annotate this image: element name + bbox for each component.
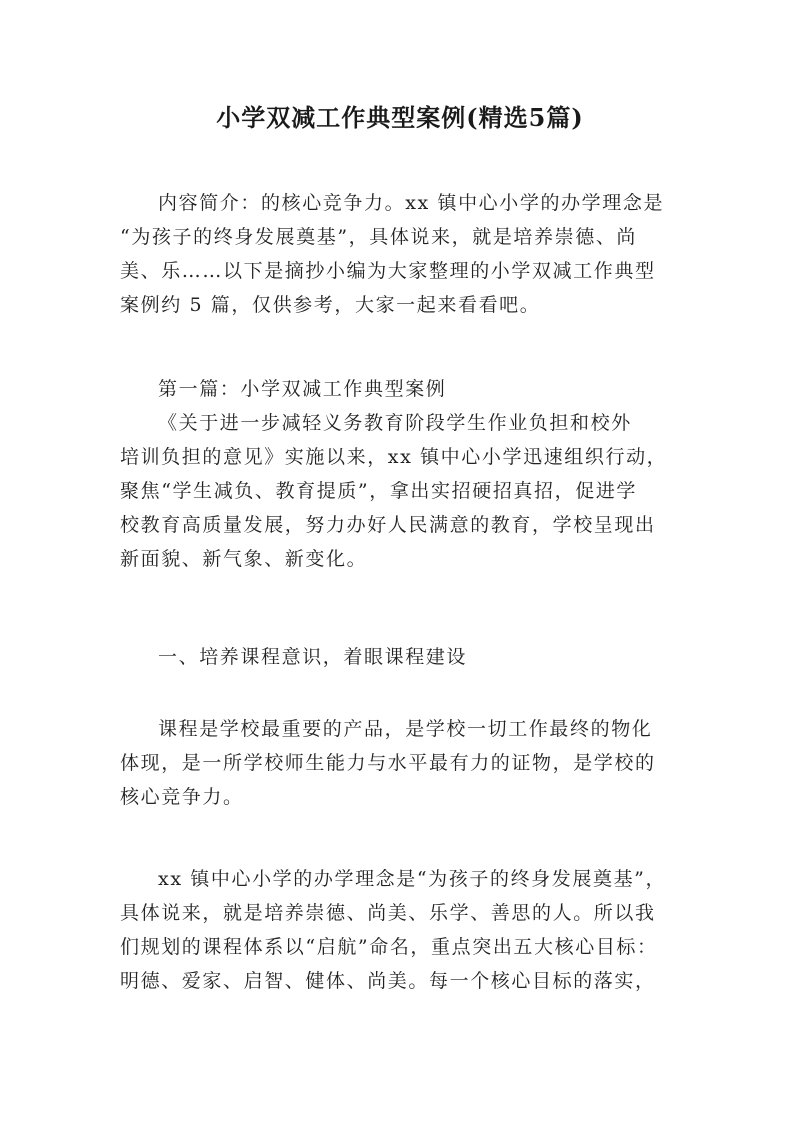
document-title: 小学双减工作典型案例(精选5篇) (216, 103, 584, 132)
intro-line: 《关于进一步减轻义务教育阶段学生作业负担和校外 (158, 412, 632, 434)
intro-line: 聚焦“学生减负、教育提质”，拿出实招硬招真招，促进学 (120, 480, 638, 502)
summary-line: “为孩子的终身发展奠基”，具体说来，就是培养崇德、尚 (120, 226, 638, 248)
summary-line: 美、乐……以下是摘抄小编为大家整理的小学双减工作典型 (120, 260, 656, 282)
section-heading: 一、培养课程意识，着眼课程建设 (158, 646, 468, 668)
intro-line: 培训负担的意见》实施以来，xx 镇中心小学迅速组织行动， (120, 446, 668, 468)
paragraph-line: 们规划的课程体系以“启航”命名，重点突出五大核心目标： (120, 936, 658, 958)
paragraph-line: 明德、爱家、启智、健体、尚美。每一个核心目标的落实， (120, 970, 656, 992)
paragraph-2 (120, 862, 680, 998)
paragraph-line: 具体说来，就是培养崇德、尚美、乐学、善思的人。所以我 (120, 902, 656, 924)
paragraph-1 (120, 712, 680, 814)
summary-line: 内容简介：的核心竞争力。xx 镇中心小学的办学理念是 (158, 192, 665, 214)
chapter-heading: 第一篇：小学双减工作典型案例 (158, 378, 447, 400)
chapter-section (120, 372, 680, 576)
intro-line: 校教育高质量发展，努力办好人民满意的教育，学校呈现出 (120, 514, 656, 536)
paragraph-line: xx 镇中心小学的办学理念是“为孩子的终身发展奠基”， (158, 868, 667, 890)
section-heading-block (120, 640, 680, 674)
summary-paragraph (120, 186, 680, 322)
paragraph-line: 核心竞争力。 (120, 786, 244, 808)
intro-line: 新面貌、新气象、新变化。 (120, 548, 368, 570)
paragraph-line: 课程是学校最重要的产品，是学校一切工作最终的物化 (158, 718, 653, 740)
paragraph-line: 体现，是一所学校师生能力与水平最有力的证物，是学校的 (120, 752, 656, 774)
summary-line: 案例约 5 篇，仅供参考，大家一起来看看吧。 (120, 294, 541, 316)
